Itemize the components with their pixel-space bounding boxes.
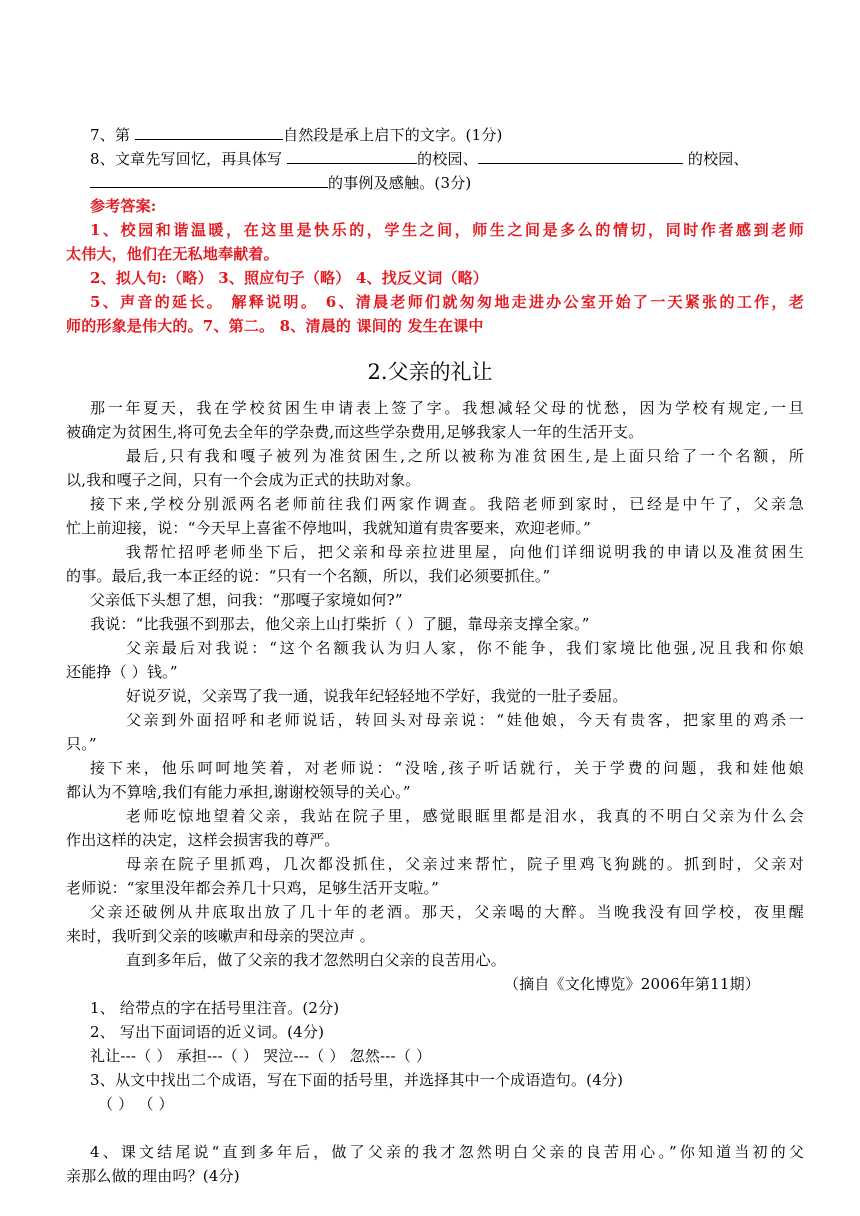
answer-line: 5、声音的延长。 解释说明。 6、清晨老师们就匆匆地走进办公室开始了一天紧张的工作，老 xyxy=(90,293,804,311)
article-line: 忙上前迎接，说：“今天早上喜雀不停地叫，我就知道有贵客要来，欢迎老师。” xyxy=(66,519,592,537)
blank-line xyxy=(287,148,417,164)
question-7: 7、第 自然段是承上启下的文字。(1分) xyxy=(90,126,503,144)
article-line: 老师说：“家里没年都会养几十只鸡，足够生活开支啦。” xyxy=(66,879,440,897)
article-line: 以,我和嘎子之间，只有一个会成为正式的扶助对象。 xyxy=(66,471,421,489)
article-line: 父亲还破例从井底取出放了几十年的老酒。那天，父亲喝的大醉。当晚我没有回学校，夜里醒 xyxy=(90,903,804,921)
question-8: 8、文章先写回忆，再具体写 的校园、 的校园、 xyxy=(90,150,749,168)
question-2-words: 礼让---（ ） 承担---（ ） 哭泣---（ ） 忽然---（ ） xyxy=(90,1047,432,1065)
article-line: 好说歹说，父亲骂了我一通，说我年纪轻轻地不学好，我觉的一肚子委屈。 xyxy=(126,687,628,705)
article-line: 我帮忙招呼老师坐下后，把父亲和母亲拉进里屋，向他们详细说明我的申请以及准贫困生 xyxy=(126,543,804,561)
article-line: 的事。最后,我一本正经的说：“只有一个名额，所以，我们必须要抓住。” xyxy=(66,567,551,585)
article-source: （摘自《文化博览》2006年第11期） xyxy=(503,975,760,993)
blank-line xyxy=(135,124,283,140)
article-line: 只。” xyxy=(66,735,97,753)
question-4: 4、课文结尾说“直到多年后，做了父亲的我才忽然明白父亲的良苦用心。”你知道当初的父 xyxy=(90,1143,804,1161)
answer-line: 师的形象是伟大的。7、第二。 8、清晨的 课间的 发生在课中 xyxy=(66,317,484,335)
article-line: 还能挣（ ）钱。” xyxy=(66,663,178,681)
article-line: 接下来，他乐呵呵地笑着，对老师说：“没啥,孩子听话就行，关于学费的问题，我和娃他娘 xyxy=(90,759,804,777)
article-line: 接下来,学校分别派两名老师前往我们两家作调查。我陪老师到家时，已经是中午了，父亲急 xyxy=(90,495,804,513)
article-line: 父亲到外面招呼和老师说话，转回头对母亲说：“娃他娘，今天有贵客，把家里的鸡杀一 xyxy=(126,711,804,729)
answers-heading: 参考答案: xyxy=(90,197,157,215)
answer-line: 1、校园和谐温暖，在这里是快乐的，学生之间，师生之间是多么的情切，同时作者感到老师 xyxy=(90,221,804,239)
article-line: 老师吃惊地望着父亲，我站在院子里，感觉眼眶里都是泪水，我真的不明白父亲为什么会 xyxy=(126,807,804,825)
article-line: 母亲在院子里抓鸡，几次都没抓住，父亲过来帮忙，院子里鸡飞狗跳的。抓到时，父亲对 xyxy=(126,855,804,873)
article-line: 我说：“比我强不到那去，他父亲上山打柴折（ ）了腿，靠母亲支撑全家。” xyxy=(90,615,590,633)
article-line: 来时，我听到父亲的咳嗽声和母亲的哭泣声 。 xyxy=(66,927,375,945)
article-title: 2.父亲的礼让 xyxy=(367,360,493,384)
blank-line xyxy=(478,148,683,164)
article-line: 直到多年后，做了父亲的我才忽然明白父亲的良苦用心。 xyxy=(126,951,507,969)
answer-line: 2、拟人句:（略） 3、照应句子（略） 4、找反义词（略） xyxy=(90,269,489,287)
article-line: 都认为不算啥,我们有能力承担,谢谢校领导的关心。” xyxy=(66,783,411,801)
article-line: 那一年夏天，我在学校贫困生申请表上签了字。我想减轻父母的忧愁，因为学校有规定,一旦 xyxy=(90,399,804,417)
question-1: 1、 给带点的字在括号里注音。(2分) xyxy=(90,999,340,1017)
answer-line: 太伟大，他们在无私地奉献着。 xyxy=(66,245,279,263)
article-line: 父亲最后对我说：“这个名额我认为归人家，你不能争，我们家境比他强,况且我和你娘 xyxy=(126,639,804,657)
question-2: 2、 写出下面词语的近义词。(4分) xyxy=(90,1023,325,1041)
question-3: 3、从文中找出二个成语，写在下面的括号里，并选择其中一个成语造句。(4分) xyxy=(90,1071,624,1089)
article-line: 作出这样的决定，这样会损害我的尊严。 xyxy=(66,831,340,849)
question-3-blanks: （ ） （ ） xyxy=(98,1095,174,1113)
question-8-cont: 的事例及感触。(3分) xyxy=(90,172,804,193)
blank-line xyxy=(90,172,328,188)
article-line: 最后,只有我和嘎子被列为准贫困生,之所以被称为准贫困生,是上面只给了一个名额，所 xyxy=(126,447,804,465)
article-line: 被确定为贫困生,将可免去全年的学杂费,而这些学杂费用,足够我家人一年的生活开支。 xyxy=(66,423,644,441)
question-4-cont: 亲那么做的理由吗？(4分) xyxy=(66,1167,240,1185)
article-line: 父亲低下头想了想，问我：“那嘎子家境如何?” xyxy=(90,591,403,609)
